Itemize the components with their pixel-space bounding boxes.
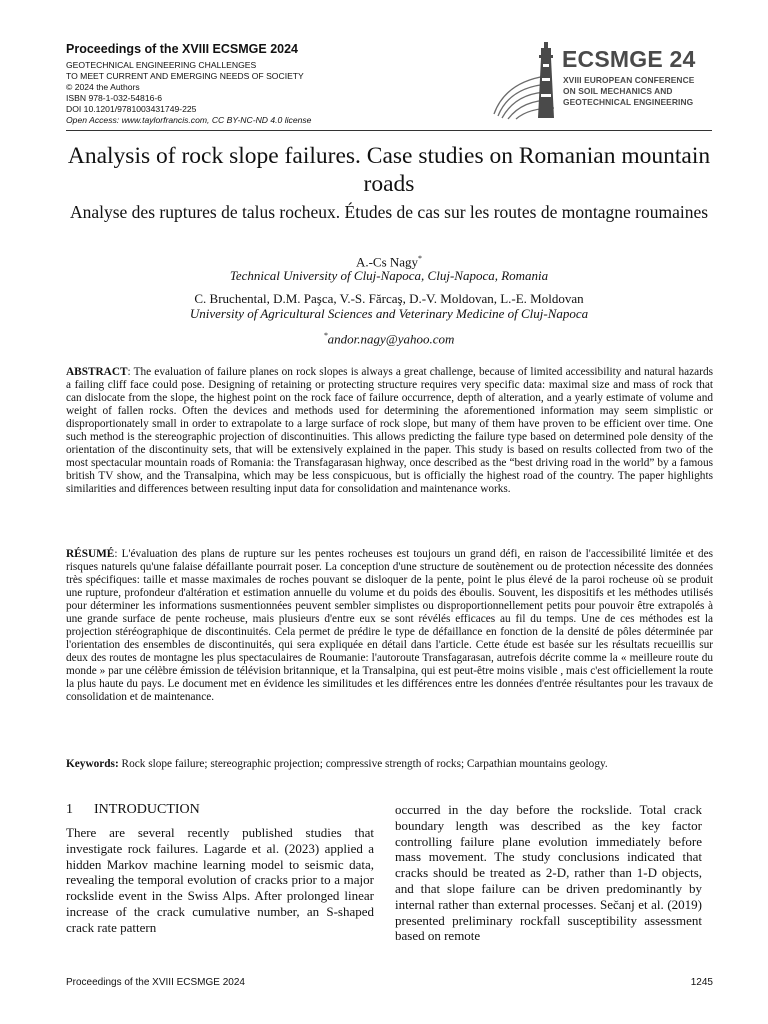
page-number: 1245	[690, 977, 713, 988]
author-name: A.-Cs Nagy	[355, 254, 419, 270]
abstract-label: ABSTRACT	[66, 366, 128, 378]
proceedings-title: Proceedings of the XVIII ECSMGE 2024	[66, 42, 299, 56]
author-line-2: C. Bruchental, D.M. Paşca, V.-S. Fărcaş, D.-V. Moldovan, L.-E. Moldovan	[194, 291, 584, 306]
abstract-text: : The evaluation of failure planes on rock slopes is always a great challenge, because of limited accessibility and natural hazards a failing cliff face could pose. Designing of retaining or protecting structure requires very specific data: maximal size and mass of rock that can dislocate from the slope, the highest point on the rock face of failure occurrence, depth of alteration, and a yearly estimate of volume and weight of fallen rocks. Often the devices and methods used for determining the aforementioned information may seem simplistic or disproportionately small in order to extrapolate to a large surface of rock slope, but many of them have proven to be efficient over time. One such method is the stereographic projection of discontinuities. This allows predicting the failure type based on determined pole density of the orientation of the discontinuity sets, that will be extensively explained in the paper. This study is based on results collected from two of the most spectacular mountain roads of Romania: the Transfagarasan highway, once described as the “best driving road in the world” by a famous british TV show, and the Transalpina, which may be less conspicuous, but is officially the highest road of the country. The paper highlights similarities and differences between resulting input data for consolidation and maintenance works.	[66, 366, 713, 495]
resume	[66, 548, 713, 704]
isbn-line: ISBN 978-1-032-54816-6	[66, 93, 163, 104]
keywords	[66, 758, 713, 771]
logo-line: ON SOIL MECHANICS AND	[563, 86, 673, 96]
header-line: GEOTECHNICAL ENGINEERING CHALLENGES	[66, 60, 257, 70]
header-line: TO MEET CURRENT AND EMERGING NEEDS OF SOCIETY	[66, 71, 304, 82]
conference-logo	[490, 40, 720, 120]
section-number: 1	[66, 802, 73, 817]
header-divider	[66, 130, 712, 131]
keywords-label: Keywords:	[66, 758, 119, 770]
email-mark: *	[323, 331, 328, 340]
email-line	[66, 328, 712, 347]
resume-label: RÉSUMÉ	[66, 548, 115, 560]
intro-column-left: There are several recently published studies that investigate rock failures. Lagarde et al. (2023) applied a hidden Markov machine learning model to seismic data, revealing the temporal evolution of cracks prior to a major rockslide event in the Swiss Alps. After prolonged linear increase of the crack cumulative number, an S-shaped crack rate pattern	[66, 825, 374, 935]
paper-subtitle: Analyse des ruptures de talus rocheux. Études de cas sur les routes de montagne roumaines	[69, 202, 709, 222]
paper-title: Analysis of rock slope failures. Case studies on Romanian mountain roads	[67, 143, 711, 197]
lighthouse-icon	[490, 40, 560, 120]
logo-line: GEOTECHNICAL ENGINEERING	[563, 97, 694, 107]
copyright-line: © 2024 the Authors	[66, 82, 140, 93]
logo-name: ECSMGE 24	[562, 46, 696, 72]
email-address: andor.nagy@yahoo.com	[327, 331, 455, 347]
section-title: INTRODUCTION	[94, 802, 200, 817]
section-heading	[66, 802, 200, 818]
doi-line: DOI 10.1201/9781003431749-225	[66, 104, 197, 115]
corresponding-mark: *	[418, 254, 423, 263]
logo-line: XVIII EUROPEAN CONFERENCE	[563, 75, 695, 85]
keywords-text: Rock slope failure; stereographic projection; compressive strength of rocks; Carpathian mountains geology.	[118, 758, 608, 770]
abstract	[66, 366, 713, 496]
resume-text: : L'évaluation des plans de rupture sur les pentes rocheuses est toujours un grand défi, en raison de l'accessibilité limitée et des risques naturels qu'une falaise défaillante pourrait poser. La conception d'une structure de soutènement ou de protection nécessite des données très spécifiques: taille et masse maximales de roches pouvant se disloquer de la pente, point le plus élevé de la paroi rocheuse où se produit une rupture, profondeur d'altération et estimation annuelle du volume et du poids des éboulis. Souvent, les dispositifs et les méthodes utilisés pour déterminer les informations susmentionnées peuvent sembler simplistes ou disproportionnellement petits pour pouvoir être extrapolés à une grande surface de pente rocheuse, mais plusieurs d'entre eux se sont révélés efficaces au fil du temps. Une de ces méthodes est la projection stéréographique de discontinuités. Cela permet de prédire le type de défaillance en fonction de la densité de pôles déterminée par l'orientation des ensembles de discontinuités, qui sera expliquée en détail dans l'article. Cette étude est basée sur les résultats recueillis sur deux des routes de montagne les plus spectaculaires de Roumanie: l'autoroute Transfagarasan, autrefois décrite comme la « meilleure route du monde » par une célèbre émission de télévision britannique, et la Transalpina, qui est peut-être moins visible , mais c'est officiellement la route la plus haute du pays. Le document met en évidence les similitudes et les différences entre les données d'entrée résultantes pour les travaux de consolidation et de maintenance.	[66, 548, 713, 703]
footer-proceedings: Proceedings of the XVIII ECSMGE 2024	[66, 977, 245, 988]
proceedings-header	[66, 42, 366, 127]
intro-column-right: occurred in the day before the rockslide. Total crack boundary length was described as the key factor controlling failure plane evolution immediately before mass movement. The study conclusions indicated that cracks should be treated as 2-D, rather than 1-D objects, and that slope failure can be driven predominantly by internal rather than external processes. Sečanj et al. (2019) presented preliminary rockfall susceptibility assessment based on remote	[395, 802, 702, 944]
open-access-line: Open Access: www.taylorfrancis.com, CC BY-NC-ND 4.0 license	[66, 115, 312, 126]
affiliation-2: University of Agricultural Sciences and Veterinary Medicine of Cluj-Napoca	[189, 306, 589, 321]
affiliation-1: Technical University of Cluj-Napoca, Cluj-Napoca, Romania	[229, 268, 549, 283]
